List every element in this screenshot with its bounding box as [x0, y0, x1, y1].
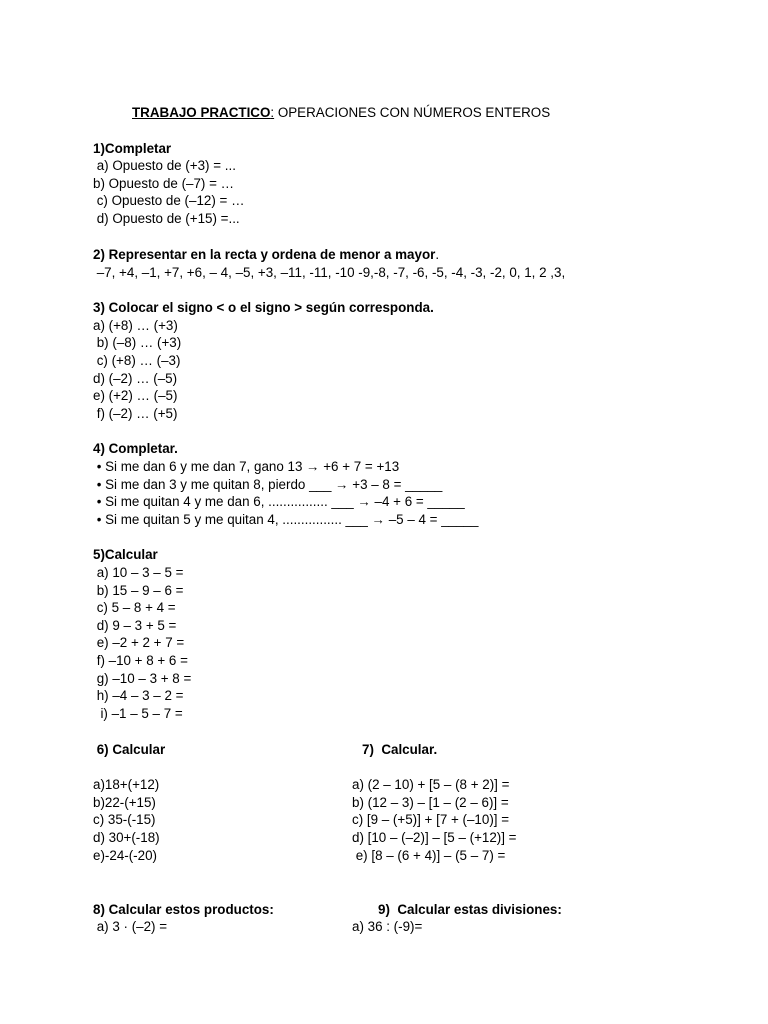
s6-heading: 6) Calcular — [93, 742, 166, 757]
s1-item: b) Opuesto de (–7) = … — [93, 176, 235, 191]
s6-item: d) 30+(-18) — [93, 830, 160, 845]
s3-item: d) (–2) … (–5) — [93, 371, 178, 386]
s3-item: f) (–2) … (+5) — [93, 406, 178, 421]
title-colon: : — [270, 105, 275, 120]
page-title — [132, 104, 550, 121]
s4-item: • Si me quitan 4 y me dan 6, ................ ___ → –4 + 6 = _____ — [93, 494, 465, 509]
s2-number-list: –7, +4, –1, +7, +6, – 4, –5, +3, –11, -11, -10 -9,-8, -7, -6, -5, -4, -3, -2, 0, 1, 2 ,3, — [93, 265, 566, 280]
s6-item: b)22-(+15) — [93, 795, 156, 810]
s5-item: c) 5 – 8 + 4 = — [93, 600, 176, 615]
s7-item: d) [10 – (–2)] – [5 – (+12)] = — [352, 830, 517, 845]
s7-item: b) (12 – 3) – [1 – (2 – 6)] = — [352, 795, 509, 810]
s5-item: d) 9 – 3 + 5 = — [93, 618, 177, 633]
s3-item: e) (+2) … (–5) — [93, 388, 178, 403]
s4-heading: 4) Completar. — [93, 441, 178, 456]
s7-heading: 7) Calcular. — [362, 742, 438, 757]
s4-item: • Si me quitan 5 y me quitan 4, ................ ___ → –5 – 4 = _____ — [93, 512, 479, 527]
s1-item: a) Opuesto de (+3) = ... — [93, 158, 236, 173]
s9-item: a) 36 : (-9)= — [352, 919, 423, 934]
s5-heading: 5)Calcular — [93, 547, 158, 562]
s7-item: a) (2 – 10) + [5 – (8 + 2)] = — [352, 777, 510, 792]
title-bold: TRABAJO PRACTICO — [132, 105, 271, 120]
s5-item: b) 15 – 9 – 6 = — [93, 583, 184, 598]
s1-item: c) Opuesto de (–12) = … — [93, 193, 245, 208]
s3-item: a) (+8) … (+3) — [93, 318, 178, 333]
s2-period: . — [435, 247, 440, 262]
s5-item: g) –10 – 3 + 8 = — [93, 671, 192, 686]
s8-heading: 8) Calcular estos productos: — [93, 902, 274, 917]
s5-item: f) –10 + 8 + 6 = — [93, 653, 188, 668]
s4-item: • Si me dan 6 y me dan 7, gano 13 → +6 + 7 = +13 — [93, 459, 400, 474]
s4-item: • Si me dan 3 y me quitan 8, pierdo ___ → +3 – 8 = _____ — [93, 477, 443, 492]
s6-item: a)18+(+12) — [93, 777, 160, 792]
s6-item: c) 35-(-15) — [93, 812, 156, 827]
s9-heading: 9) Calcular estas divisiones: — [378, 902, 562, 917]
s1-item: d) Opuesto de (+15) =... — [93, 211, 240, 226]
s2-heading-line — [93, 246, 439, 263]
s1-heading: 1)Completar — [93, 141, 172, 156]
s6-item: e)-24-(-20) — [93, 848, 157, 863]
s7-item: e) [8 – (6 + 4)] – (5 – 7) = — [352, 848, 506, 863]
s5-item: i) –1 – 5 – 7 = — [93, 706, 183, 721]
s8-item: a) 3 · (–2) = — [93, 919, 168, 934]
s5-item: e) –2 + 2 + 7 = — [93, 635, 185, 650]
s2-heading: 2) Representar en la recta y ordena de menor a mayor — [93, 247, 436, 262]
title-rest: OPERACIONES CON NÚMEROS ENTEROS — [274, 105, 551, 120]
s5-item: a) 10 – 3 – 5 = — [93, 565, 184, 580]
s5-item: h) –4 – 3 – 2 = — [93, 688, 184, 703]
s3-item: c) (+8) … (–3) — [93, 353, 181, 368]
s3-item: b) (–8) … (+3) — [93, 335, 182, 350]
s3-heading: 3) Colocar el signo < o el signo > según corresponda. — [93, 300, 434, 315]
s7-item: c) [9 – (+5)] + [7 + (–10)] = — [352, 812, 510, 827]
